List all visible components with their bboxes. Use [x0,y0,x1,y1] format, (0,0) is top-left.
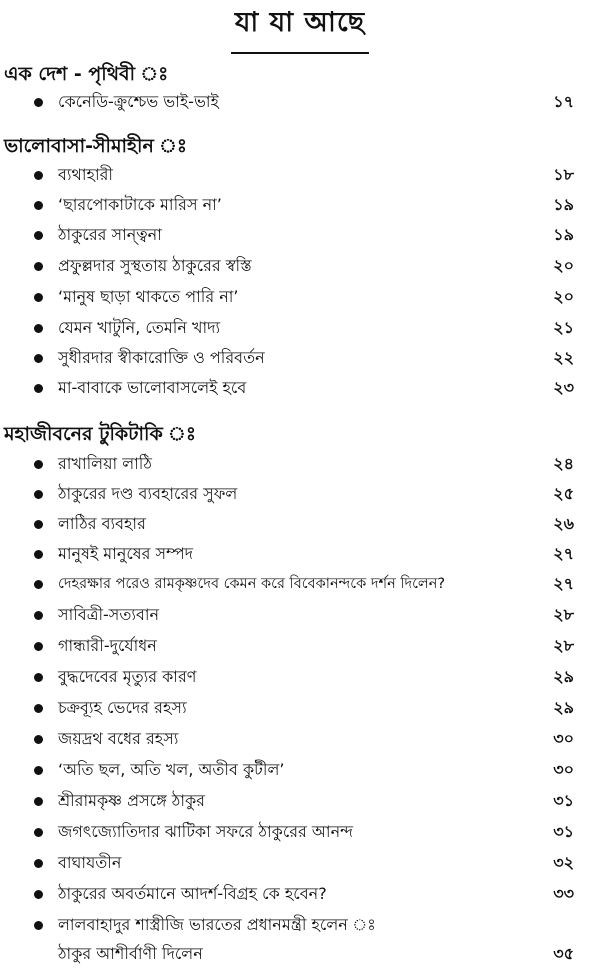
bullet-icon [34,171,43,180]
toc-item[interactable] [0,314,600,344]
bullet-icon [34,580,43,589]
bullet-icon [34,520,43,529]
toc-item-page: ৩০ [553,760,574,779]
toc-item-page: ২০ [553,287,574,306]
toc-item[interactable] [0,221,600,251]
section-heading-3: মহাজীবনের টুকিটাকি ঃ [4,423,196,445]
toc-item-page: ২৩ [553,378,574,397]
toc-item-page: ৩৫ [553,944,574,963]
toc-item[interactable] [0,570,600,600]
toc-item-title: জয়দ্রথ বধের রহস্য [58,729,179,748]
toc-item[interactable] [0,480,600,510]
toc-item-title: ‘মানুষ ছাড়া থাকতে পারি না’ [58,287,239,306]
page-title: যা যা আছে [231,2,369,54]
toc-item-page: ৩২ [553,853,574,872]
toc-item-page: ৩৩ [553,884,574,903]
bullet-icon [34,324,43,333]
toc-item[interactable] [0,787,600,817]
toc-item-title: সুধীরদার স্বীকারোক্তি ও পরিবর্তন [58,348,265,367]
toc-item[interactable] [0,601,600,631]
toc-item-title: ব্যথাহারী [58,165,113,184]
bullet-icon [34,735,43,744]
bullet-icon [34,704,43,713]
toc-item-page: ২৭ [553,574,574,593]
bullet-icon [34,921,43,930]
toc-item[interactable] [0,694,600,724]
toc-item-page: ৩১ [553,822,574,841]
toc-item[interactable] [0,252,600,282]
bullet-icon [34,859,43,868]
toc-item-title: বাঘাযতীন [58,853,122,872]
toc-item-page: ২৫ [553,484,574,503]
toc-item-page: ১৯ [553,195,574,214]
toc-item[interactable] [0,510,600,540]
toc-item-title: শ্রীরামকৃষ্ণ প্রসঙ্গে ঠাকুর [58,791,205,810]
bullet-icon [34,797,43,806]
bullet-icon [34,262,43,271]
toc-item-page: ৩১ [553,791,574,810]
toc-item-title: কেনেডি-ক্রুশ্চেভ ভাই-ভাই [58,92,219,111]
toc-item-page: ২২ [553,348,574,367]
bullet-icon [34,231,43,240]
toc-item-title: লালবাহাদুর শাস্ত্রীজি ভারতের প্রধানমন্ত্রী হলেন ঃ [58,915,376,934]
toc-item-title: সাবিত্রী-সত্যবান [58,605,160,624]
section-heading-2: ভালোবাসা-সীমাহীন ঃ [4,135,187,157]
bullet-icon [34,384,43,393]
toc-item[interactable] [0,450,600,480]
toc-item-title: বুদ্ধদেবের মৃত্যুর কারণ [58,667,197,686]
toc-item-page: ২১ [553,318,574,337]
bullet-icon [34,611,43,620]
toc-item-title: লাঠির ব্যবহার [58,514,146,533]
section-heading-1: এক দেশ - পৃথিবী ঃ [4,63,169,85]
toc-item[interactable] [0,756,600,786]
toc-item-page: ২৮ [553,636,574,655]
toc-item-title: রাখালিয়া লাঠি [58,454,152,473]
toc-item-title: দেহরক্ষার পরেও রামকৃষ্ণদেব কেমন করে বিবেকানন্দকে দর্শন দিলেন? [58,576,446,592]
toc-item-page: ২৪ [553,454,574,473]
toc-item[interactable] [0,161,600,191]
toc-item[interactable] [0,632,600,662]
toc-item[interactable] [0,540,600,570]
toc-item[interactable] [0,911,600,971]
bullet-icon [34,98,43,107]
toc-item[interactable] [0,725,600,755]
toc-item-title: জগৎজ্যোতিদার ঝাটিকা সফরে ঠাকুরের আনন্দ [58,822,353,841]
bullet-icon [34,642,43,651]
toc-item-title: যেমন খাটুনি, তেমনি খাদ্য [58,318,221,337]
toc-item-title: ঠাকুরের অবর্তমানে আদর্শ-বিগ্রহ কে হবেন? [58,884,327,903]
toc-item-title: ‘ছারপোকাটাকে মারিস না’ [58,195,222,214]
toc-item-title-continued: ঠাকুর আশীর্বাণী দিলেন [58,944,203,963]
toc-item-page: ২৮ [553,605,574,624]
toc-item[interactable] [0,88,600,118]
bullet-icon [34,490,43,499]
toc-item-title: গান্ধারী-দুর্যোধন [58,636,157,655]
toc-item[interactable] [0,663,600,693]
toc-item[interactable] [0,191,600,221]
bullet-icon [34,460,43,469]
bullet-icon [34,828,43,837]
bullet-icon [34,293,43,302]
toc-item-title: চক্রব্যূহ ভেদের রহস্য [58,698,187,717]
toc-item-page: ১৮ [553,165,574,184]
bullet-icon [34,766,43,775]
toc-item-page: ২৯ [553,698,574,717]
bullet-icon [34,673,43,682]
toc-item-title: মা-বাবাকে ভালোবাসলেই হবে [58,378,247,397]
bullet-icon [34,354,43,363]
toc-item-title: মানুষই মানুষের সম্পদ [58,544,194,563]
toc-item[interactable] [0,849,600,879]
toc-item[interactable] [0,818,600,848]
toc-item-page: ২৬ [553,514,574,533]
toc-item-title: ঠাকুরের সান্ত্বনা [58,225,162,244]
toc-item-title: ‘অতি ছল, অতি খল, অতীব কুটীল’ [58,760,285,779]
bullet-icon [34,550,43,559]
toc-item-page: ১৯ [553,225,574,244]
toc-item[interactable] [0,344,600,374]
toc-item-page: ৩০ [553,729,574,748]
toc-item-page: ২০ [553,256,574,275]
toc-item-title: ঠাকুরের দণ্ড ব্যবহারের সুফল [58,484,238,503]
toc-item[interactable] [0,880,600,910]
bullet-icon [34,201,43,210]
title-wrapper [0,2,600,54]
toc-item-title: প্রফুল্লদার সুস্থতায় ঠাকুরের স্বস্তি [58,256,252,275]
toc-item[interactable] [0,374,600,404]
toc-item-page: ২৯ [553,667,574,686]
bullet-icon [34,890,43,899]
toc-item[interactable] [0,283,600,313]
toc-item-page: ২৭ [553,544,574,563]
toc-item-page: ১৭ [553,92,574,111]
